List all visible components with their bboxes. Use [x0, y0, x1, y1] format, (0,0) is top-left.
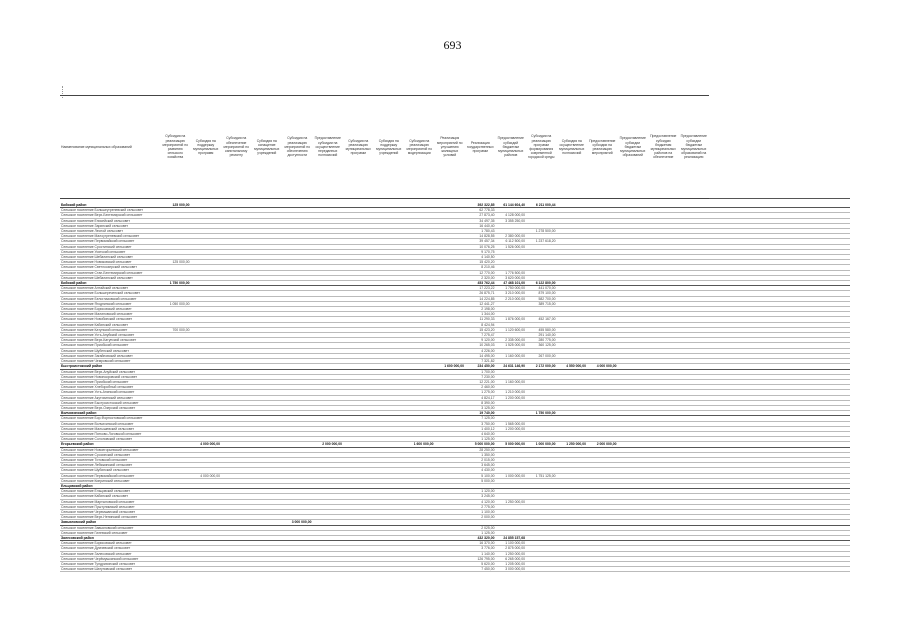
column-header: Предоставление субсидий бюджетам муниципальных районов — [496, 96, 527, 199]
row-name: Сельское поселение Пуштулимский сельсовет — [61, 504, 135, 509]
table-cell — [587, 199, 618, 208]
table-cell: 3 210 000,00 — [505, 291, 525, 296]
table-cell: 1 100,00 — [481, 509, 495, 514]
table-cell: 3 620 000,00 — [505, 275, 525, 280]
table-cell: 4 550 000,00 — [566, 364, 586, 369]
row-name: Сельское поселение Волчихинский сельсовет — [61, 421, 134, 426]
table-cell: 1 750 000,00 — [169, 281, 190, 286]
table-cell: 11 290,33 — [479, 317, 495, 322]
table-cell: 1 050 000,00 — [169, 301, 190, 306]
table-cell — [221, 199, 252, 208]
table-cell: 125 000,00 — [172, 260, 190, 265]
column-header: Субсидия на оснащение муниципальных учреждений — [252, 96, 283, 199]
table-cell: 1 400,12 — [481, 426, 495, 431]
row-name: Сельское поселение Солоновский сельсовет — [61, 437, 133, 442]
table-cell: 10 076,25 — [479, 244, 495, 249]
table-cell: 453 762,44 — [477, 281, 495, 286]
table-cell: 3 125,00 — [481, 405, 495, 410]
table-cell: 4 000 000,00 — [200, 442, 220, 447]
table-cell — [252, 567, 283, 572]
row-name: Сельское поселение Верх-Ануйский сельсовет — [61, 369, 135, 374]
column-header: Субсидия на реализацию муниципальных программ — [343, 96, 374, 199]
row-name: Сельское поселение Лебяжинский сельсовет — [61, 463, 133, 468]
table-cell: 6 265 000,00 — [505, 556, 525, 561]
row-name: Сельское поселение Титовский сельсовет — [61, 457, 128, 462]
row-name: Егорьевский район — [61, 442, 94, 447]
row-name: Сельское поселение Усть-Ануйский сельсовет — [61, 333, 135, 338]
table-cell: 7 321,82 — [481, 359, 495, 364]
column-header: Предоставление субсидии бюджетам муниципальных районов на обеспечение — [648, 96, 679, 199]
row-name: Сельское поселение Верх-Катунский сельсовет — [61, 338, 137, 343]
table-cell: 9 120,00 — [481, 338, 495, 343]
table-cell — [679, 199, 710, 208]
row-name: Сельское поселение Кабинский сельсовет — [61, 322, 128, 327]
table-cell: 19 740,00 — [479, 411, 495, 416]
table-cell — [313, 199, 344, 208]
table-cell: 5 620,00 — [481, 562, 495, 567]
row-name: Сельское поселение Кипринский сельсовет — [61, 478, 130, 483]
table-cell: 16 370,00 — [479, 541, 495, 546]
table-cell: 2 000 000,00 — [596, 442, 617, 447]
column-header: Реализация мероприятий по улучшению жилищных условий — [435, 96, 466, 199]
table-cell: 1 600 000,00 — [444, 364, 464, 369]
table-cell: 2 335 000,00 — [505, 338, 525, 343]
table-cell: 7 125,00 — [481, 416, 495, 421]
table-cell: 1 210 000,00 — [505, 390, 525, 395]
row-name: Сельское поселение Усятский сельсовет — [61, 249, 126, 254]
table-cell: 1 565 000,00 — [505, 421, 525, 426]
table-cell — [160, 567, 191, 572]
row-name: Сельское поселение Шубенский сельсовет — [61, 348, 129, 353]
column-header: Субсидия на поддержку муниципальных учреждений — [374, 96, 405, 199]
table-cell: 4 140,50 — [481, 255, 495, 260]
table-cell — [252, 199, 283, 208]
row-name: Бийский район — [61, 203, 87, 207]
table-header-row — [60, 96, 850, 199]
table-cell: 8 210,46 — [481, 265, 495, 270]
table-cell: 1 780,43 — [481, 229, 495, 234]
row-name: Сельское поселение Быстроистокский сельсовет — [61, 400, 139, 405]
table-cell: 9 170,75 — [481, 249, 495, 254]
table-cell: 28 250,00 — [479, 447, 495, 452]
table-cell: 15 420,20 — [479, 260, 495, 265]
table-cell: 1 751 125,00 — [535, 473, 556, 478]
table-cell: 441 070,00 — [538, 286, 556, 291]
table-cell: 6 112 500,00 — [505, 239, 525, 244]
row-name: Сельское поселение Большереченский сельсовет — [61, 291, 140, 296]
table-cell: 39 457,34 — [479, 239, 495, 244]
table-cell — [435, 199, 466, 208]
table-cell: 1 278 500,00 — [535, 229, 556, 234]
row-name: Сельское поселение Светлоозерский сельсовет — [61, 265, 137, 270]
table-cell: 5 000 000,00 — [474, 442, 495, 447]
column-header: Субсидия на реализацию мероприятий по обеспечению доступности — [282, 96, 313, 199]
table-cell: 5 100,00 — [481, 473, 495, 478]
table-cell: 10 265,03 — [479, 343, 495, 348]
table-cell: 4 120,00 — [481, 499, 495, 504]
table-cell: 3 750,00 — [481, 421, 495, 426]
table-cell: 125 000,00 — [172, 203, 190, 207]
table-cell: 1 000 000,00 — [535, 442, 556, 447]
table-cell: 2 460,00 — [481, 385, 495, 390]
row-name: Сельское поселение Ельцовский сельсовет — [61, 489, 130, 494]
table-cell: 4 824,17 — [481, 395, 495, 400]
table-cell — [191, 567, 222, 572]
table-cell: 16 440,40 — [479, 223, 495, 228]
table-cell: 7 450,00 — [481, 567, 495, 572]
table-cell: 452 167,00 — [538, 317, 556, 322]
table-cell: 2 000 000,00 — [322, 442, 342, 447]
table-cell: 5 000 000,00 — [505, 442, 525, 447]
column-header: Субсидии на реализацию программ формирования современной городской среды — [526, 96, 557, 199]
row-name: Сельское поселение Верх-Озерский сельсовет — [61, 405, 136, 410]
table-cell — [526, 567, 557, 572]
table-cell: 6 122 800,00 — [535, 281, 556, 286]
table-cell: 1 200 000,00 — [505, 395, 525, 400]
row-name: Сельское поселение Новопокровский сельсовет — [61, 374, 138, 379]
row-name: Сельское поселение Белоглазовский сельсовет — [61, 296, 137, 301]
table-cell: 14 828,55 — [479, 234, 495, 239]
row-name: Завьяловский район — [61, 520, 97, 525]
table-cell: 4 226,00 — [481, 348, 495, 353]
table-cell: 2 875 000,00 — [505, 546, 525, 551]
row-name: Сельское поселение Лесной сельсовет — [61, 229, 123, 234]
table-cell: 34 497,35 — [479, 218, 495, 223]
row-name: Сельское поселение Стан-Бехтемирский сельсовет — [61, 270, 143, 275]
row-name: Сельское поселение Тундрихинский сельсовет — [61, 562, 136, 567]
table-cell — [435, 567, 466, 572]
table-cell: 3 000 000,00 — [505, 567, 525, 572]
table-cell: 879 100,00 — [538, 291, 556, 296]
table-cell: 7 275,47 — [481, 333, 495, 338]
budget-table-container — [60, 95, 850, 572]
table-cell: 2 210 000,00 — [505, 296, 525, 301]
table-cell: 432 320,00 — [477, 536, 495, 540]
table-cell: 2 198,00 — [481, 307, 495, 312]
table-cell: 62 778,33 — [479, 208, 495, 213]
row-name: Сельское поселение Думчевский сельсовет — [61, 546, 131, 551]
table-cell: 24 855 157,68 — [503, 536, 525, 540]
table-cell — [618, 199, 649, 208]
table-cell — [313, 567, 344, 572]
column-header: Реализация государственных программ — [465, 96, 496, 199]
table-cell: 1 120,00 — [481, 489, 495, 494]
table-cell: 1 344,00 — [481, 312, 495, 317]
table-body — [60, 199, 850, 572]
row-name: Сельское поселение Гилевский сельсовет — [61, 530, 128, 535]
table-cell: 1 237 618,20 — [535, 239, 556, 244]
table-cell: 2 025,00 — [481, 525, 495, 530]
table-cell: 17 223,22 — [479, 286, 495, 291]
table-cell: 14 495,00 — [479, 353, 495, 358]
table-cell: 14 224,85 — [479, 296, 495, 301]
row-name: Сельское поселение Усть-Анинский сельсовет — [61, 390, 135, 395]
table-cell: 8 424,94 — [481, 322, 495, 327]
table-cell — [374, 567, 405, 572]
table-cell — [282, 199, 313, 208]
table-cell: 1 250 000,00 — [505, 551, 525, 556]
table-cell: 1 160 000,00 — [505, 353, 525, 358]
row-name: Сельское поселение Мартыновский сельсовет — [61, 499, 135, 504]
table-cell: 360 125,00 — [538, 343, 556, 348]
table-cell — [191, 199, 222, 208]
table-cell: 1 250 000,00 — [566, 442, 586, 447]
row-name: Сельское поселение Ягоднинский сельсовет — [61, 301, 132, 306]
table-cell: 1 776 500,00 — [505, 270, 525, 275]
row-name: Сельское поселение Чемровский сельсовет — [61, 359, 131, 364]
table-cell: 1 525 000,00 — [505, 343, 525, 348]
row-name: Сельское поселение Сросинский сельсовет — [61, 452, 131, 457]
table-cell — [709, 199, 850, 208]
table-cell: 47 468 101,00 — [503, 281, 525, 286]
table-cell: 2 172 000,00 — [535, 364, 556, 369]
table-row — [60, 567, 850, 572]
table-cell: 4 430,00 — [481, 468, 495, 473]
row-name: Сельское поселение Бор-Форпостовский сельсовет — [61, 416, 143, 421]
table-cell — [404, 199, 435, 208]
table-cell: 1 600 000,00 — [413, 442, 434, 447]
table-cell: 1 700,00 — [481, 369, 495, 374]
table-cell: 2 380 000,00 — [505, 234, 525, 239]
column-header: Субсидия на реализацию мероприятий по модернизации — [404, 96, 435, 199]
budget-table — [60, 95, 850, 572]
row-name: Сельское поселение Заринский сельсовет — [61, 223, 128, 228]
table-cell: 3 776,00 — [481, 546, 495, 551]
row-name: Сельское поселение Катунский сельсовет — [61, 327, 128, 332]
column-header: Субсидия на поддержку муниципальных программ — [191, 96, 222, 199]
row-name: Сельское поселение Первомайский сельсовет — [61, 239, 135, 244]
row-name: Сельское поселение Малышевский сельсовет — [61, 426, 134, 431]
table-cell — [343, 199, 374, 208]
table-cell — [618, 567, 649, 572]
row-name: Быстроистокский район — [61, 364, 103, 369]
table-cell: 3 355 250,00 — [505, 218, 525, 223]
row-name: Сельское поселение Малиновский сельсовет — [61, 312, 133, 317]
table-cell: 2 775,00 — [481, 504, 495, 509]
table-cell: 1 250 000,00 — [505, 499, 525, 504]
row-name: Сельское поселение Малоугреневский сельсовет — [61, 234, 140, 239]
row-name: Сельское поселение Приобский сельсовет — [61, 379, 129, 384]
table-cell — [679, 567, 710, 572]
table-cell: 4 000 000,00 — [596, 364, 617, 369]
table-cell: 280 775,00 — [538, 338, 556, 343]
table-cell: 8 390,00 — [481, 400, 495, 405]
column-header: Предоставление субсидии на осуществление переданных полномочий — [313, 96, 344, 199]
row-name: Бийский район — [61, 281, 87, 286]
table-cell — [648, 567, 679, 572]
table-cell: 12 221,00 — [479, 379, 495, 384]
table-cell: 455 580,00 — [538, 327, 556, 332]
table-cell: 3 245,00 — [481, 494, 495, 499]
table-cell: 1 205 000,00 — [505, 562, 525, 567]
row-name: Сельское поселение Шебалинский сельсовет — [61, 255, 133, 260]
row-name: Сельское поселение Енисейский сельсовет — [61, 218, 130, 223]
table-row-district-total — [60, 199, 850, 208]
table-cell — [557, 199, 588, 208]
table-cell — [709, 567, 850, 572]
table-cell — [282, 567, 313, 572]
row-name: Сельское поселение Большеугреневский сельсовет — [61, 208, 143, 213]
row-name: Сельское поселение Шебалинский сельсовет — [61, 275, 133, 280]
row-name: Сельское поселение Первомайский сельсовет — [61, 473, 135, 478]
table-cell: 2 000,00 — [481, 515, 495, 520]
row-name: Сельское поселение Борисовский сельсовет — [61, 541, 132, 546]
table-cell: 1 160 000,00 — [505, 379, 525, 384]
row-name: Сельское поселение Акутихинский сельсовет — [61, 395, 133, 400]
table-cell: 582 700,00 — [538, 296, 556, 301]
table-cell: 7 230,00 — [481, 374, 495, 379]
table-cell: 1 350,00 — [481, 452, 495, 457]
table-cell: 2 320,00 — [481, 275, 495, 280]
column-header: Предоставление субсидии на реализацию мероприятий — [587, 96, 618, 199]
row-name: Сельское поселение Завьяловский сельсовет — [61, 525, 134, 530]
table-cell: 3 645,00 — [481, 463, 495, 468]
table-cell: 1 876 000,00 — [505, 317, 525, 322]
column-header: Субсидия на обеспечение мероприятий по капитальному ремонту — [221, 96, 252, 199]
table-cell: 12 441,27 — [479, 301, 495, 306]
table-cell: 1 526 000,00 — [505, 244, 525, 249]
table-cell: 24 631 146,90 — [503, 364, 525, 369]
column-header: Субсидия на реализацию мероприятий по развитию сельского хозяйства — [160, 96, 191, 199]
row-name: Сельское поселение Пятково-Логовской сельсовет — [61, 431, 142, 436]
row-name: Сельское поселение Черёмушкинский сельсовет — [61, 556, 139, 561]
row-name: Сельское поселение Верх-Ненинский сельсовет — [61, 515, 138, 520]
table-cell: 1 750 000,00 — [535, 411, 556, 416]
row-name: Сельское поселение Борисовский сельсовет — [61, 307, 132, 312]
table-cell: 389 715,00 — [538, 301, 556, 306]
table-cell: 267 000,00 — [538, 353, 556, 358]
row-name: Сельское поселение Новобинский сельсовет — [61, 317, 133, 322]
row-name: Сельское поселение Верх-Бехтемирский сельсовет — [61, 213, 143, 218]
table-cell: 1 750 000,00 — [505, 286, 525, 291]
table-cell: 291 140,00 — [538, 333, 556, 338]
row-name: Ельцовский район — [61, 483, 93, 488]
row-name: Сельское поселение Новиковский сельсовет — [61, 260, 132, 265]
row-name: Сельское поселение Алтайский сельсовет — [61, 286, 128, 291]
table-cell: 1 125,00 — [481, 437, 495, 442]
table-cell — [374, 199, 405, 208]
table-cell — [648, 199, 679, 208]
table-cell: 1 000 000,00 — [505, 473, 525, 478]
row-name: Сельское поселение Новоегорьевский сельсовет — [61, 447, 139, 452]
row-name: Сельское поселение Залесовский сельсовет — [61, 551, 132, 556]
table-cell — [404, 567, 435, 572]
row-name: Сельское поселение Сростинский сельсовет — [61, 244, 132, 249]
table-cell — [221, 567, 252, 572]
table-cell: 5 000,00 — [481, 478, 495, 483]
table-cell: 126 795,00 — [477, 556, 495, 561]
column-header: Предоставление субсидии бюджетам муниципальных образований на реализацию — [679, 96, 710, 199]
table-cell: 4 640,00 — [481, 431, 495, 436]
column-header-name: Наименование муниципальных образований — [60, 96, 160, 199]
table-cell — [557, 567, 588, 572]
table-cell: 15 423,20 — [479, 327, 495, 332]
row-name: Сельское поселение Кабинский сельсовет — [61, 494, 128, 499]
row-name: Залесовский район — [61, 536, 94, 540]
table-cell: 2 015,00 — [481, 457, 495, 462]
row-name: Сельское поселение Черемшанский сельсовет — [61, 509, 136, 514]
table-cell: 1 120 600,00 — [505, 327, 525, 332]
page-number: 693 — [443, 38, 462, 52]
row-name: Сельское поселение Загайновский сельсовет — [61, 353, 133, 358]
table-cell: 27 873,40 — [479, 213, 495, 218]
table-cell: 4 000 000,00 — [200, 473, 220, 478]
row-name: Сельское поселение Шубинский сельсовет — [61, 468, 129, 473]
row-name: Сельское поселение Шатуновский сельсовет — [61, 567, 133, 572]
table-cell: 1 200 000,00 — [505, 426, 525, 431]
table-cell: 6 211 000,44 — [535, 203, 556, 207]
table-cell: 4 128 000,00 — [505, 213, 525, 218]
table-cell: 1 275,00 — [481, 390, 495, 395]
table-cell: 234 450,00 — [477, 364, 495, 369]
table-cell: 26 875,71 — [479, 291, 495, 296]
table-cell: 700 000,00 — [172, 327, 190, 332]
table-cell: 1 125,00 — [481, 530, 495, 535]
column-header: Субсидия на осуществление муниципальных полномочий — [557, 96, 588, 199]
table-cell: 61 144 604,40 — [503, 203, 525, 207]
table-cell: 1 140,00 — [481, 551, 495, 556]
table-cell — [343, 567, 374, 572]
table-cell: 3 000 000,00 — [291, 520, 312, 525]
table-cell: 12 770,00 — [479, 270, 495, 275]
row-name: Сельское поселение Приобский сельсовет — [61, 343, 129, 348]
column-header: Предоставление субсидии бюджетам муниципальных образований — [618, 96, 649, 199]
table-cell: 1 100 000,00 — [505, 541, 525, 546]
table-cell: 392 322,85 — [477, 203, 495, 207]
row-name: Волчихинский район — [61, 411, 97, 416]
row-name: Сельское поселение Хлеборобный сельсовет — [61, 385, 134, 390]
table-cell — [587, 567, 618, 572]
